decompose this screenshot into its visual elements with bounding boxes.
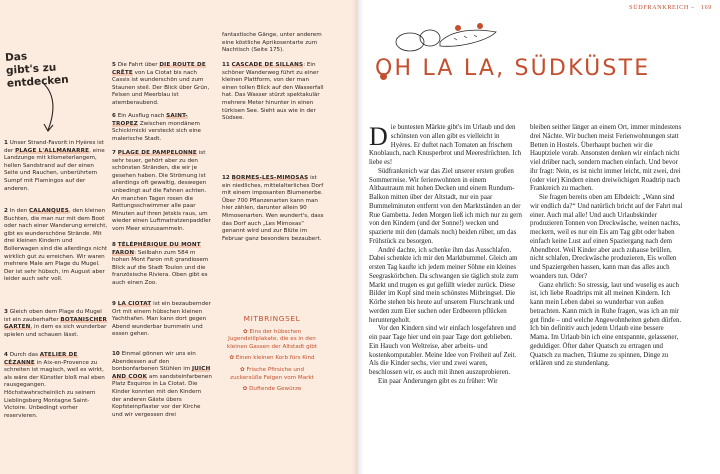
mitbringsel-item: ✿ Frische Pfirsiche und zuckersüße Feigen vom Markt bbox=[230, 366, 314, 381]
paragraph: Ganz ehrlich: So stressig, laut und wuselig es auch ist, ich liebe Roadtrips mit all meinen Kindern. Ich kann mein Leben dabei so wunderbar von außen betrachten. Kann mich in Ruhe fragen, was ich an mir gut finde – und welche Angewohnheiten gehen dürfen. Ich bin definitiv auch jedem Urlaub eine bessere Mama. Im Urlaub bin ich eine entspannte, gelassener, geduldiger. Öfter daher Quatsch zu ertragen und Quatsch zu machen, Träume zu spinnen, Dinge zu erklären und zu stundenlang. bbox=[530, 281, 682, 368]
place-name: DIE ROUTE DE CRÊTE bbox=[112, 62, 206, 76]
intro-heading: Das gibt's zu entdecken bbox=[4, 50, 69, 90]
paragraph: Ein paar Änderungen gibt es zu früher: Wir bbox=[378, 377, 498, 385]
arrow-icon bbox=[38, 82, 62, 138]
place-name: CALANQUES bbox=[28, 208, 69, 214]
entry-10-cont: fantastische Gänge, unter anderem eine köstliche Aprikosentarte zum Nachtisch (Seite 175). bbox=[222, 32, 322, 54]
place-name: TÉLÉPHÉRIQUE DU MONT FARON bbox=[112, 242, 201, 256]
mitbringsel-item: ✿ Einen kleinen Korb fürs Kind bbox=[229, 355, 315, 362]
entry-6: 6 Ein Ausflug nach SAINT-TROPEZ Zwischen mondänem Schickimicki versteckt sich eine malerische Stadt. bbox=[112, 113, 201, 142]
vegetables-illustration bbox=[392, 18, 504, 56]
mitbringsel-item: ✿ Duftende Gewürze bbox=[242, 386, 302, 393]
mitbringsel-title: MITBRINGSEL bbox=[243, 314, 301, 323]
paragraph: Südfrankreich war das Ziel unserer ersten großen Sommerreise. Wir ferienwohnten in einem Altbautraum mit hohen Decken und einem Rundum-Balkon mitten über der Altstadt, nur ein paar Bummelminuten entfernt von den Marktständen an der Rue Gambetta. Jeden Morgen ließ ich mich nur zu gern von den Kindern (und der Sonne!) wecken und spazierte mit den (damals noch) beiden rüber, um das Frühstück zu besorgen. bbox=[369, 167, 522, 245]
entry-2: 2 In den CALANQUES, den kleinen Buchten, die man nur mit dem Boot oder nach einer Wanderung erreicht, gibt es wunderschöne Strände. Mit drei kleinen Kindern und Bollerwagen sind die allerdings nicht wirklich gut zu erreichen. Wir waren mehrere Male am Plage du Mugel. Der ist sehr hübsch, im August aber leider auch sehr voll. bbox=[4, 208, 108, 283]
place-name: BOTANISCHER GARTEN bbox=[4, 316, 108, 331]
entry-5: 5 Die Fahrt über DIE ROUTE DE CRÊTE von La Ciotat bis nach Cassis ist wunderschön und zum Staunen steil. Der Blick über Grün, Felsen und Meerblau ist atemberaubend. bbox=[112, 62, 210, 106]
entry-4: 4 Durch das ATELIER DE CÉZANNE in Aix-en-Provence zu schreiten ist magisch, weil es wirkt, als wäre der Künstler bloß mal eben rausgegangen. Höchstwahrscheinlich zu seinem Lieblingsberg Montagne Saint-Victoire. Unbedingt vorher reservieren. bbox=[4, 352, 105, 419]
drop-cap: D bbox=[369, 122, 388, 151]
place-name: ATELIER DE CÉZANNE bbox=[4, 352, 78, 366]
body-column-left bbox=[369, 124, 522, 387]
paragraph: Vor den Kindern sind wir einfach losgefahren und ein paar Tage hier und ein paar Tage dort geblieben. Ein Hauch von Weltreise, aber arbeits- und kostenkomputabler. Meine Idee von Freiheit auf Zeit. Als die Kinder sechs, vier und zwei waren, beschlossen wir, es auch mit ihnen auszuprobieren. bbox=[369, 325, 517, 376]
place-name: CASCADE DE SILLANS bbox=[231, 62, 304, 68]
entry-10: 10 Einmal gönnen wir uns ein Abendessen auf den bonbonfarbenen Stühlen im JUICH AND COOK am sandsteinfarbenen Platz Esquiros in La Ciotat. Die Kinder konnten mit den Kindern der anderen Gäste übers Kopfsteinpflaster vor der Kirche und wir vergessen drei bbox=[112, 351, 212, 418]
page-gutter bbox=[352, 0, 364, 474]
page-number: 169 bbox=[700, 4, 712, 11]
header-separator: – bbox=[691, 4, 695, 11]
paragraph: André dachte, ich schenke ihm das Ausschlafen. Dabei schenkte ich mir den Marktbummel. Gleich am ersten Tag kaufte ich jedem meiner Söhne ein kleines Seegraskörbchen. Da schwangen sie täglich stolz zum Markt und trugen es gut gefüllt wieder zurück. Diese Bilder im Kopf sind mein schönstes Mitbringsel. Die Körbe stehen bis heute auf unserem Flurschrank und werden zum Eier suchen oder Erdbeeren pflücken heruntergeholt. bbox=[369, 246, 519, 324]
entry-1: 1 Unser Strand-Favorit in Hyères ist der PLAGE L'ALLMANARRE, eine Landzunge mit kilometerlangem, hellen Sandstrand auf der einen Seite und Rauchen, unberührtem Sumpf mit Flamingos auf der anderen. bbox=[4, 140, 105, 192]
entry-9: 9 LA CIOTAT ist ein bezaubernder Ort mit einem hübschen kleinen Yachthafen. Man kann dort gegen Abend wunderbar bummeln und essen gehen. bbox=[112, 301, 211, 338]
place-name: LA CIOTAT bbox=[117, 301, 152, 307]
entry-3: 3 Gleich oben dem Plage du Mugel ist ein zauberhafter BOTANISCHER GARTEN, in dem es sich wunderbar spielen und schauen lässt. bbox=[4, 309, 108, 338]
mitbringsel-box bbox=[224, 315, 320, 398]
entry-12: 12 BORMES-LES-MIMOSAS ist ein niedliches, mittelalterliches Dorf mit einem imposanten Blumenerbe. Über 700 Pflanzenarten kann man hier zählen, darunter allein 90 Mimosenarten. Wen wundert's, dass das Dorf auch „Les Mimosas“ genannt wird und zur Blüte im Februar ganz besonders bezaubert. bbox=[222, 175, 324, 242]
paragraph: bleiben seither länger an einem Ort, immer mindestens drei Nächte. Wir buchen meist Ferienwohnungen statt Betten in Hostels. Überhaupt buchen wir die Hauptziele vorab. Ansonsten denken wir einfach nicht viel drüber nach, sondern machen einfach. Und bevor ihr fragt: Nein, es ist nicht immer leicht, mit zwei, drei (oder vier) Kindern einen dreiwöchigen Roadtrip nach Frankreich zu machen. bbox=[530, 124, 682, 193]
body-column-right bbox=[530, 124, 683, 369]
header-section: SÜDFRANKREICH bbox=[629, 4, 689, 11]
entry-7: 7 PLAGE DE PAMPELONNE ist sehr teuer, gehört aber zu den schönsten Stränden, die wir je gesehen haben. Die Strömung ist allerdings oft gewaltig, deswegen unbedingt auf die Fahnen achten. An manchen Tagen rosen die Rettungsschwimmer alle paar Minuten auf ihren Jetskis raus, um wieder einen Luftmatratzenpaddler vom Meer einzusammeln. bbox=[112, 150, 211, 232]
entry-11: 11 CASCADE DE SILLANS: Ein schöner Wanderweg führt zu einer kleinen Plattform, von der man einen tollen Blick auf den Wasserfall hat. Das Wasser stürzt spektakulär mehrere Meter hinunter in einen türkisen See. Sieht aus wie in der Südsee. bbox=[222, 62, 324, 122]
running-header bbox=[629, 4, 712, 11]
place-name: PLAGE L'ALLMANARRE bbox=[15, 147, 90, 154]
paragraph: Die buntesten Märkte gibt's im Urlaub und den schönsten von allen gibt es vielleicht in Hyères. Er duftet nach Tomaten an frischem Knoblauch, nach Knusperbrot und Meeresfrüchten. Ich liebe es! bbox=[369, 122, 522, 166]
place-name: SAINT-TROPEZ bbox=[112, 113, 188, 127]
place-name: BORMES-LES-MIMOSAS bbox=[231, 175, 309, 181]
place-name: PLAGE DE PAMPELONNE bbox=[117, 150, 197, 156]
page-title: OH LA LA, SÜDKÜSTE bbox=[375, 56, 651, 81]
place-name: JUICH AND COOK bbox=[112, 366, 211, 380]
entry-8: 8 TÉLÉPHÉRIQUE DU MONT FARON: Seilbahn zum 584 m hohen Mont Faron mit grandiosem Blick auf die Stadt Toulon und die französische Riviera. Oben gibt es auch einen Zoo. bbox=[112, 242, 209, 286]
paragraph: Sie fragen bereits oben am Elbdeich: „Wann sind wir endlich da?“ Und natürlich bricht auf der Fahrt mal einer. Auch mal alle! Und auch Urlaubskinder produzieren Tonnen von Dreckwäsche, weinen nachts, meckern, weil es nur ein Eis am Tag gibt oder haben einfach keine Lust auf einen Spaziergang nach dem Abendbrot. Weil Kinder aber auch zuhause brüllen, nicht schlafen, Dreckwäsche produzieren, Eis wollen und Spaziergehen hassen, kann man das alles auch woanders tun. Oder? bbox=[530, 194, 683, 280]
mitbringsel-item: ✿ Eins der hübschen Jugendstilplakate, die es in den kleinen Gassen der Altstadt gibt bbox=[226, 328, 317, 350]
